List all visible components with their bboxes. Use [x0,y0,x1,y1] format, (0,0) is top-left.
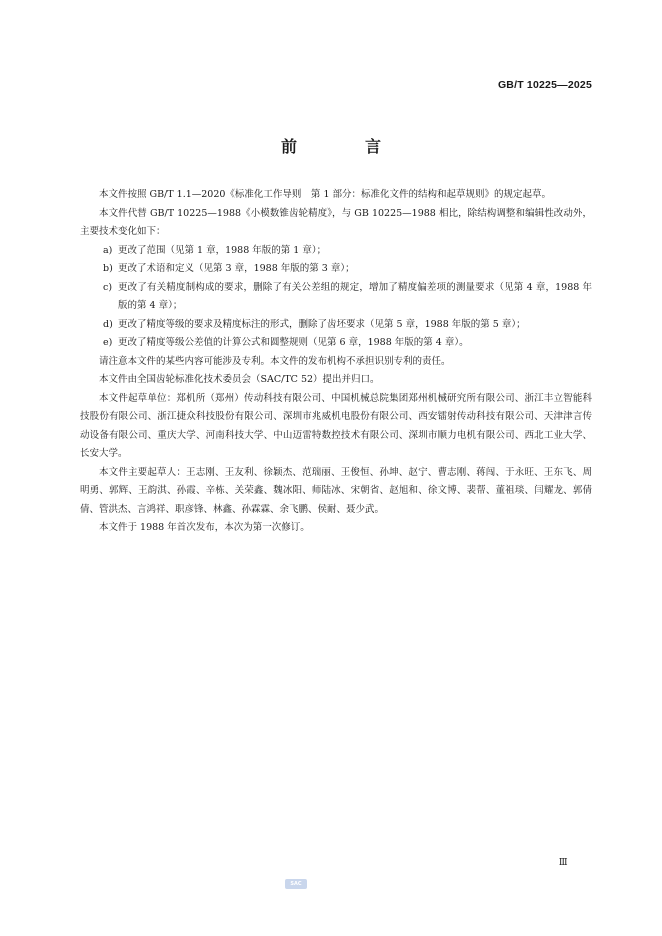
list-marker: d) [103,318,113,330]
paragraph-replacement: 本文件代替 GB/T 10225—1988《小模数锥齿轮精度》，与 GB 10225—1988 相比，除结构调整和编辑性改动外，主要技术变化如下： [80,207,592,237]
page-number: Ⅲ [558,858,568,868]
list-marker: b) [103,263,113,274]
list-item-text: 更改了精度等级的要求及精度标注的形式，删除了齿坯要求（见第 5 章，1988 年版的第 5 章）； [118,318,526,330]
change-item-a [80,242,592,261]
change-item-c [80,279,592,316]
standard-code: GB/T 10225—2025 [497,79,592,91]
list-item-text: 更改了术语和定义（见第 3 章，1988 年版的第 3 章）； [118,263,355,274]
list-item-text: 更改了有关精度制构成的要求，删除了有关公差组的规定，增加了精度偏差项的测量要求（见第 4 章，1988 年版的第 4 章）； [118,281,592,311]
paragraph-proposer: 本文件由全国齿轮标准化技术委员会（SAC/TC 52）提出并归口。 [99,374,380,385]
foreword-body [80,186,592,538]
paragraph-history: 本文件于 1988 年首次发布，本次为第一次修订。 [99,522,310,533]
paragraph-patent-notice: 请注意本文件的某些内容可能涉及专利。本文件的发布机构不承担识别专利的责任。 [99,355,451,367]
list-marker: a) [103,244,113,256]
change-item-b [80,260,592,279]
page-title: 前 言 [280,137,407,156]
paragraph-drafting-rules: 本文件按照 GB/T 1.1—2020《标准化工作导则 第 1 部分：标准化文件的结构和起草规则》的规定起草。 [99,189,552,200]
list-marker: c) [103,281,113,293]
list-item-text: 更改了范围（见第 1 章，1988 年版的第 1 章）； [118,244,327,256]
change-item-e [80,334,592,353]
paragraph-drafters: 本文件主要起草人：王志刚、王友利、徐颖杰、范瑞丽、王俊恒、孙坤、赵宁、曹志刚、蒋闯、于永旺、王东飞、周明勇、郭辉、王韵淇、孙霞、辛栋、关荣鑫、魏冰阳、师陆冰、宋朝省、赵旭和、徐文博、裴帮、董祖琰、闫耀龙、郭倩倩、管洪杰、言鸿祥、职彦锋、林鑫、孙霖霖、余飞鹏、侯耐、聂少武。 [80,466,592,515]
list-item-text: 更改了精度等级公差值的计算公式和圆整规则（见第 6 章，1988 年版的第 4 章）。 [118,337,469,348]
paragraph-drafting-units: 本文件起草单位：郑机所（郑州）传动科技有限公司、中国机械总院集团郑州机械研究所有限公司、浙江丰立智能科技股份有限公司、浙江捷众科技股份有限公司、深圳市兆威机电股份有限公司、西安镭射传动科技有限公司、天津津言传动设备有限公司、重庆大学、河南科技大学、中山迈雷特数控技术有限公司、深圳市顺力电机有限公司、西北工业大学、长安大学。 [80,392,592,459]
change-item-d [80,316,592,335]
sac-watermark-logo: SAC [285,879,307,889]
list-marker: e) [103,337,113,348]
